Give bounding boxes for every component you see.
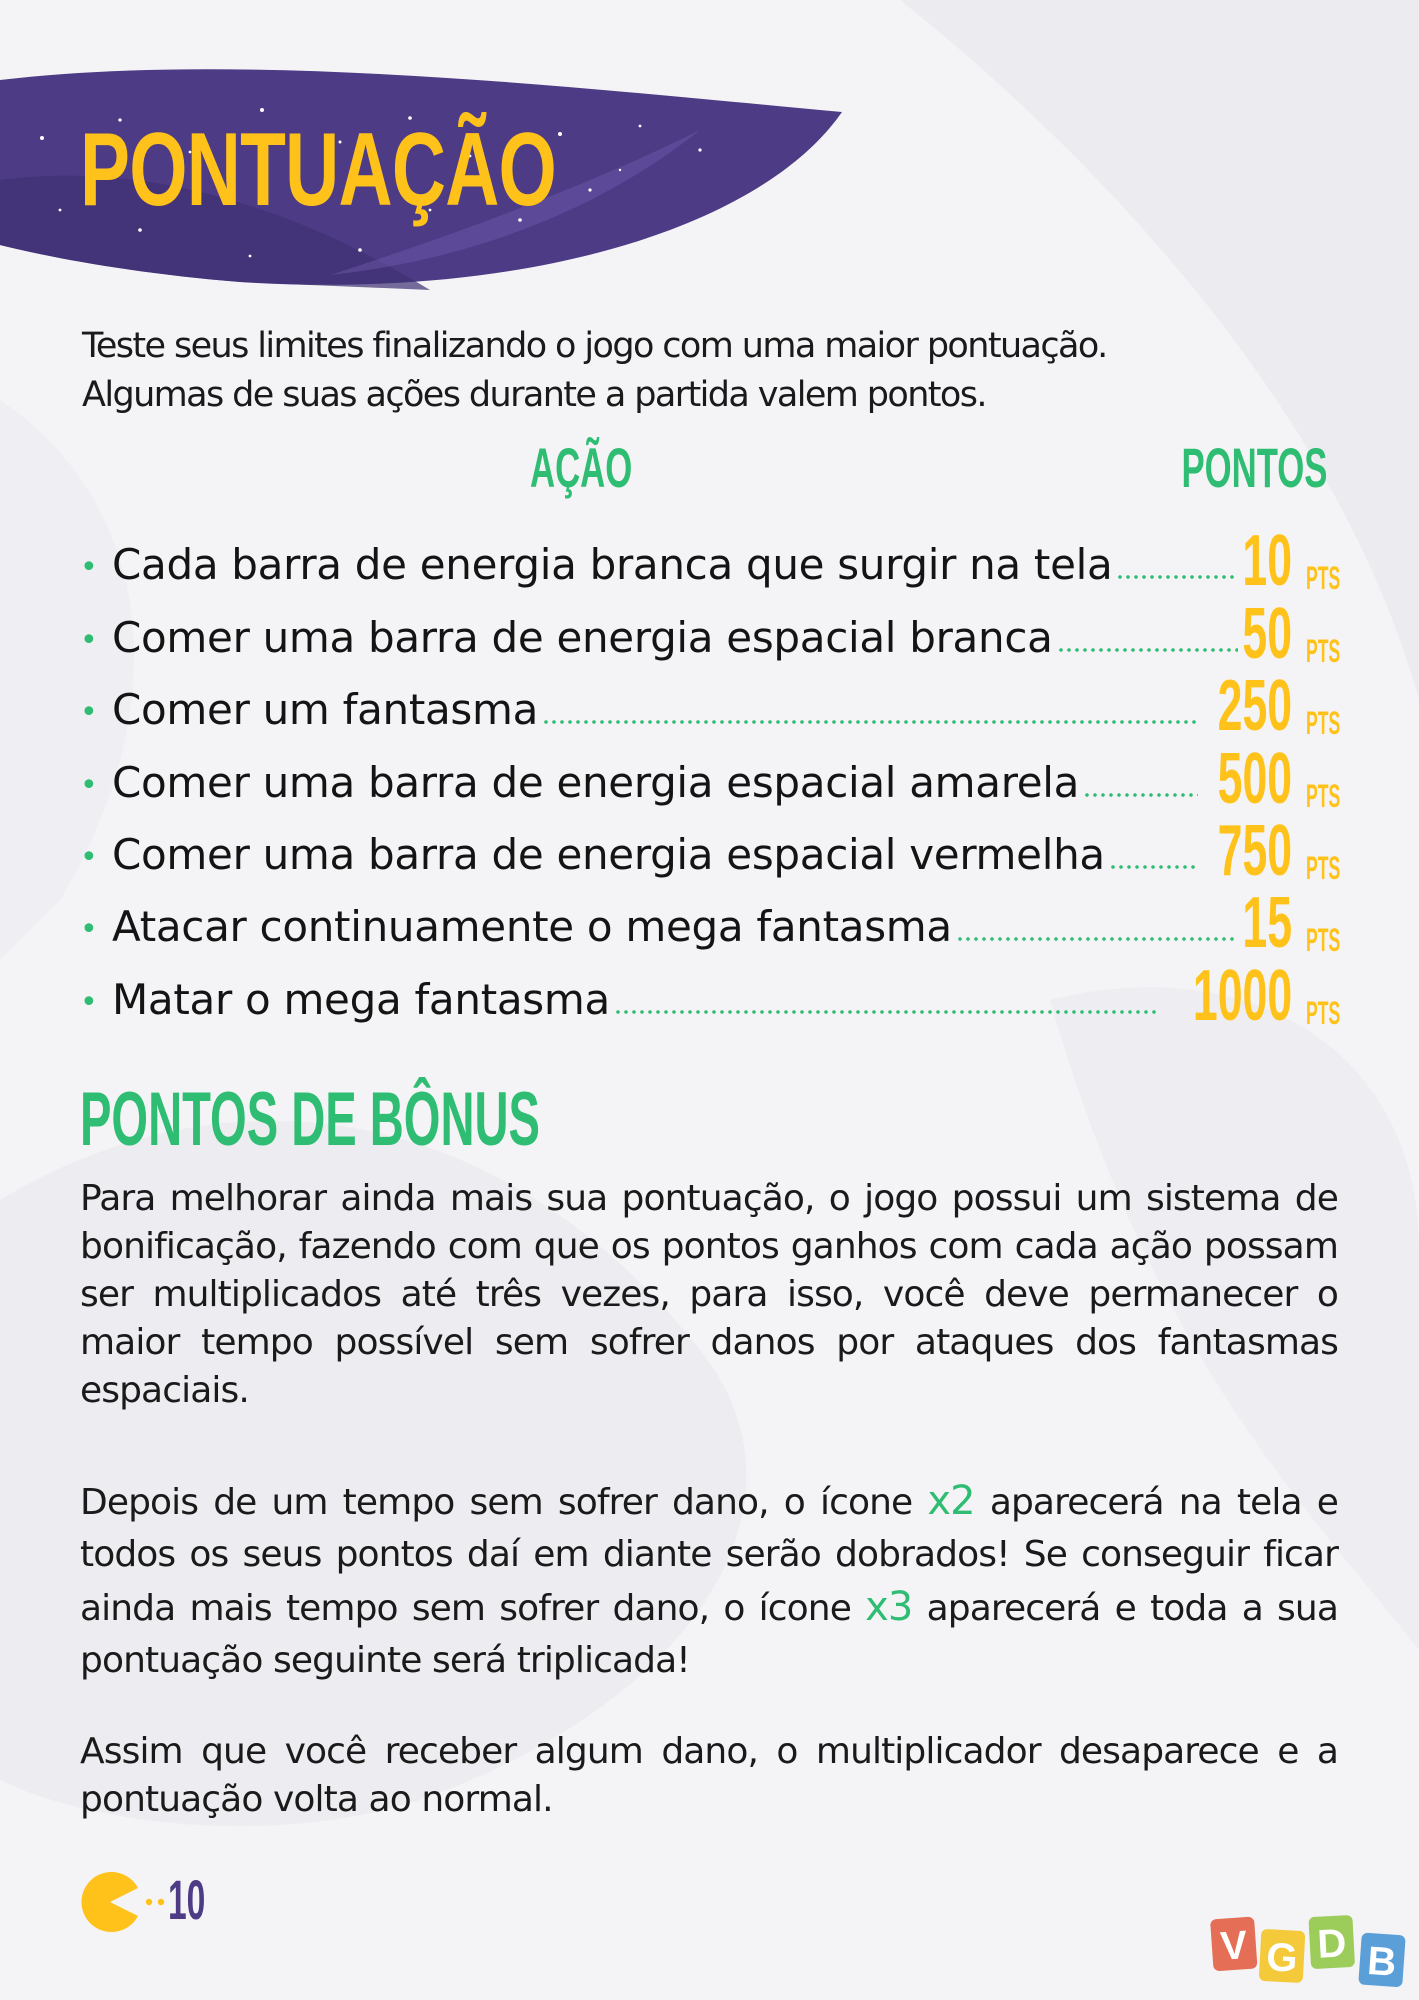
score-action: Comer uma barra de energia espacial amarela [112, 757, 1080, 807]
bullet-icon: • [80, 912, 98, 948]
score-row [80, 521, 1340, 602]
paragraph-text: aparecerá na tela e todos os seus pontos daí em diante serão dobrados! Se conseguir ficar ainda mais tempo sem sofrer dano, o ícone [80, 1482, 1338, 1629]
paragraph-text: Depois de um tempo sem sofrer dano, o ícone [80, 1482, 928, 1523]
score-points [1242, 521, 1340, 602]
score-points [1162, 955, 1340, 1036]
score-points [1202, 666, 1340, 747]
points-unit: PTS [1305, 632, 1340, 669]
points-unit: PTS [1305, 849, 1340, 886]
bullet-icon: • [80, 550, 98, 586]
bullet-icon: • [80, 984, 98, 1020]
vgdb-logo-watermark [1208, 1912, 1413, 1992]
page-title: PONTUAÇÃO [80, 112, 557, 228]
dot-leader [1109, 864, 1198, 870]
dot-leader [1083, 792, 1198, 798]
paragraph-text: aparecerá e toda a sua pontuação seguinte será triplicada! [80, 1588, 1338, 1681]
dots-icon [144, 1897, 168, 1907]
svg-text:B: B [1365, 1938, 1398, 1985]
score-action: Atacar continuamente o mega fantasma [112, 902, 952, 952]
svg-text:V: V [1219, 1923, 1249, 1969]
score-table [80, 521, 1340, 1036]
score-points [1242, 593, 1340, 674]
bullet-icon: • [80, 622, 98, 658]
score-action: Comer um fantasma [112, 685, 539, 735]
intro-line: Algumas de suas ações durante a partida valem pontos. [82, 375, 986, 415]
dot-leader [614, 1009, 1158, 1015]
points-unit: PTS [1305, 922, 1340, 959]
dot-leader [542, 719, 1198, 725]
points-value: 250 [1217, 666, 1292, 747]
bonus-title: PONTOS DE BÔNUS [80, 1077, 540, 1162]
dot-leader [956, 936, 1238, 942]
svg-text:D: D [1316, 1921, 1348, 1967]
bullet-icon: • [80, 695, 98, 731]
bonus-paragraph-2 [80, 1475, 1338, 1687]
points-value: 50 [1242, 593, 1292, 674]
score-row [80, 738, 1340, 819]
points-value: 750 [1217, 810, 1292, 891]
score-points [1242, 883, 1340, 964]
score-row [80, 593, 1340, 674]
pacman-icon [78, 1870, 142, 1934]
page-number: 10 [168, 1868, 206, 1931]
points-value: 500 [1217, 738, 1292, 819]
intro-line: Teste seus limites finalizando o jogo com uma maior pontuação. [82, 326, 1107, 366]
score-action: Matar o mega fantasma [112, 974, 610, 1024]
score-action: Cada barra de energia branca que surgir na tela [112, 540, 1113, 590]
x2-multiplier: x2 [927, 1478, 975, 1524]
dot-leader [1057, 647, 1238, 653]
x3-multiplier: x3 [865, 1584, 913, 1630]
intro-text [82, 322, 1342, 420]
score-row [80, 810, 1340, 891]
points-unit: PTS [1305, 777, 1340, 814]
points-unit: PTS [1305, 560, 1340, 597]
points-unit: PTS [1305, 705, 1340, 742]
bonus-paragraph-1: Para melhorar ainda mais sua pontuação, o jogo possui um sistema de bonificação, fazendo com que os pontos ganhos com cada ação possam ser multiplicados até três vezes, para isso, você deve permanecer o maior tempo possível sem sofrer danos por ataques dos fantasmas espaciais. [80, 1178, 1338, 1411]
bullet-icon: • [80, 839, 98, 875]
column-header-action: AÇÃO [530, 436, 633, 499]
column-header-points: PONTOS [1181, 436, 1327, 499]
svg-text:G: G [1265, 1935, 1299, 1981]
score-row [80, 955, 1340, 1036]
points-value: 1000 [1192, 955, 1292, 1036]
score-action: Comer uma barra de energia espacial vermelha [112, 829, 1105, 879]
score-row [80, 666, 1340, 747]
score-row [80, 883, 1340, 964]
score-points [1202, 738, 1340, 819]
bullet-icon: • [80, 767, 98, 803]
points-value: 15 [1242, 883, 1292, 964]
points-unit: PTS [1305, 994, 1340, 1031]
score-action: Comer uma barra de energia espacial branca [112, 612, 1053, 662]
score-points [1202, 810, 1340, 891]
bonus-paragraph-3: Assim que você receber algum dano, o multiplicador desaparece e a pontuação volta ao normal. [80, 1731, 1338, 1820]
points-value: 10 [1242, 521, 1292, 602]
dot-leader [1116, 574, 1237, 580]
